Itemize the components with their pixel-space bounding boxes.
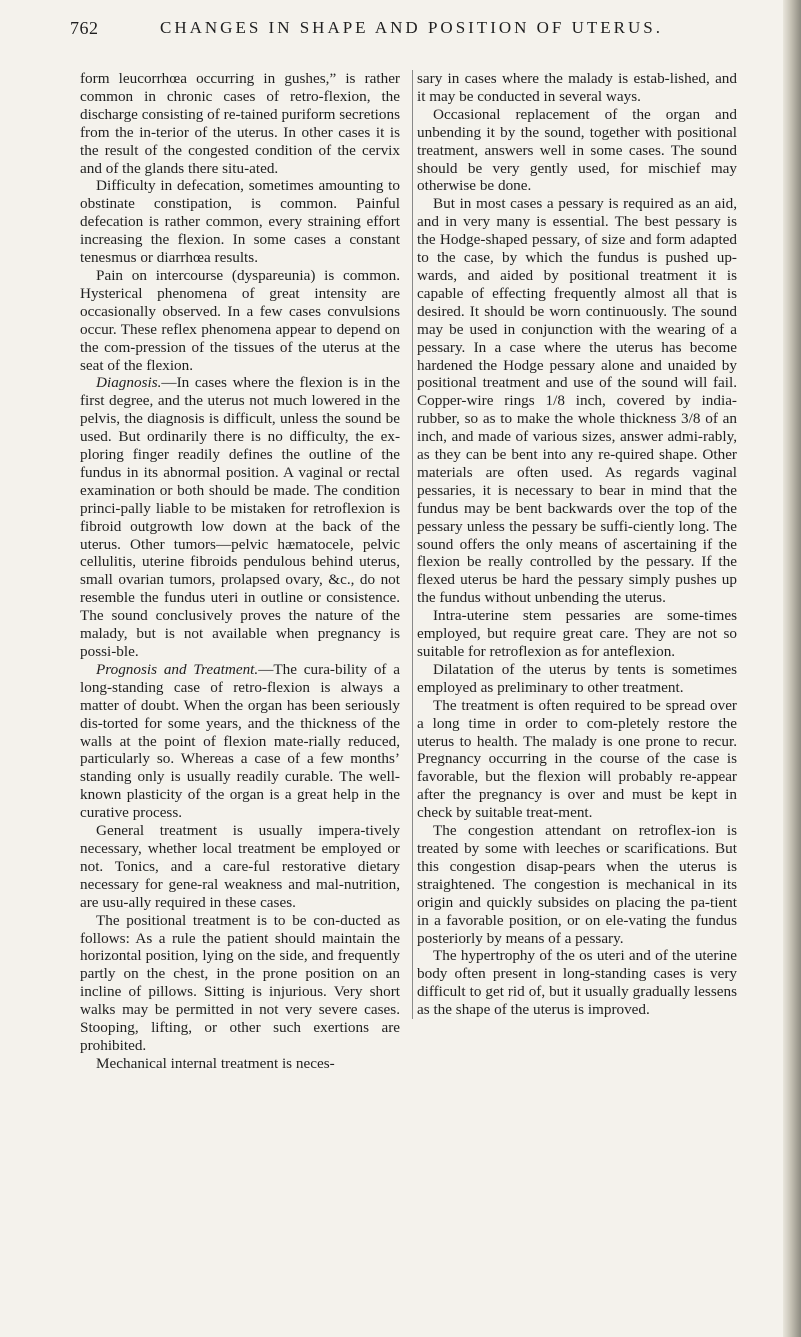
paragraph-diagnosis bbox=[80, 374, 400, 661]
paragraph: The positional treatment is to be con-ducted as follows: As a rule the patient should maintain the horizontal position, lying on the side, and frequently partly on the chest, in the prone position on an incline of pillows. Sitting is injurious. Very short walks may be permitted in not very severe cases. Stooping, lifting, or other such exertions are prohibited. bbox=[80, 911, 400, 1054]
paragraph: Mechanical internal treatment is neces- bbox=[96, 1054, 335, 1072]
paragraph: Occasional replacement of the organ and unbending it by the sound, together with positional treatment, answers well in some cases. The sound should be very gently used, for mischief may otherwise be done. bbox=[417, 105, 737, 195]
right-column bbox=[412, 70, 737, 1019]
paragraph: But in most cases a pessary is required as an aid, and in very many is essential. The best pessary is the Hodge-shaped pessary, of size and form adapted to the case, by which the fundus is pushed up-wards, and aided by positional treatment it is capable of effecting frequently almost all that is desired. It should be worn continuously. The sound may be used in conjunction with the wearing of a pessary. In a case where the uterus has become hardened the Hodge pessary alone and unaided by positional treatment and use of the sound will fail. Copper-wire rings 1/8 inch, covered by india-rubber, so as to make the whole thickness 3/8 of an inch, and made of various sizes, answer admi-rably, as they can be bent into any re-quired shape. Other materials are often used. As regards vaginal pessaries, it is necessary to bear in mind that the fundus may be bent backwards over the top of the pessary unless the pessary be suffi-ciently long. The sound offers the only means of ascertaining if the flexion be really controlled by the pessary. If the flexed uterus be hard the pessary simply pushes up the fundus without unbending the uterus. bbox=[417, 195, 737, 607]
paragraph: Pain on intercourse (dyspareunia) is common. Hysterical phenomena of great intensity are occasionally observed. In a few cases convulsions occur. These reflex phenomena appear to depend on the com-pression of the tissues of the uterus at the seat of the flexion. bbox=[80, 266, 400, 374]
paragraph: The treatment is often required to be spread over a long time in order to com-pletely restore the uterus to health. The malady is one prone to recur. Pregnancy occurring in the course of the case is favorable, but the flexion will probably re-appear after the pregnancy is over and must be kept in check by suitable treat-ment. bbox=[417, 696, 737, 822]
paragraph: General treatment is usually impera-tively necessary, whether local treatment be employed or not. Tonics, and a care-ful restorative dietary necessary for gene-ral weakness and mal-nutrition, are usu-ally required in these cases. bbox=[80, 822, 400, 911]
section-heading-prognosis: Prognosis and Treatment. bbox=[96, 660, 259, 678]
paragraph: The hypertrophy of the os uteri and of the uterine body often present in long-standing cases is very difficult to get rid of, but it usually gradually lessens as the shape of the uterus is improved. bbox=[417, 947, 737, 1019]
paragraph: form leucorrhœa occurring in gushes,” is rather common in chronic cases of retro-flexion, the discharge consisting of re-tained puriform secretions from the in-terior of the uterus. In other cases it is the result of the congested condition of the cervix and of the glands there situ-ated. bbox=[80, 70, 400, 177]
paragraph: sary in cases where the malady is estab-lished, and it may be conducted in several ways. bbox=[417, 70, 737, 105]
paragraph-text: —The cura-bility of a long-standing case of retro-flexion is always a matter of doubt. When the organ has been seriously dis-torted for some years, and the thickness of the walls at the point of flexion mate-rially reduced, particularly so. Whereas a case of a few months’ standing only is usually readily curable. The well-known plasticity of the organ is a great help in the curative process. bbox=[80, 660, 401, 822]
paragraph: Dilatation of the uterus by tents is sometimes employed as preliminary to other treatment. bbox=[417, 660, 737, 696]
paragraph: Intra-uterine stem pessaries are some-times employed, but require great care. They are not so suitable for retroflexion as for anteflexion. bbox=[417, 607, 737, 660]
running-title: CHANGES IN SHAPE AND POSITION OF UTERUS. bbox=[160, 18, 664, 37]
left-column bbox=[80, 70, 400, 1073]
paragraph: Difficulty in defecation, sometimes amounting to obstinate constipation, is common. Painful defecation is rather common, every straining effort increasing the flexion. In some cases a constant tenesmus or diarrhœa results. bbox=[80, 177, 400, 267]
paragraph-text: —In cases where the flexion is in the first degree, and the uterus not much lowered in the pelvis, the diagnosis is difficult, unless the sound be used. But ordinarily there is no difficulty, the ex-ploring finger readily defines the outline of the fundus in its abnormal position. A vaginal or rectal examination or both should be made. The condition princi-pally liable to be mistaken for retroflexion is fibroid outgrowth low down at the back of the uterus. Other tumors—pelvic hæmatocele, pelvic cellulitis, uterine fibroids pendulous behind uterus, small ovarian tumors, prolapsed ovary, &c., do not resemble the fundus uteri in outline or consistence. The sound conclusively proves the nature of the malady, but is not available when pregnancy is possi-ble. bbox=[80, 374, 400, 660]
paragraph-prognosis bbox=[80, 661, 400, 822]
section-heading-diagnosis: Diagnosis. bbox=[96, 374, 162, 392]
paragraph: The congestion attendant on retroflex-ion is treated by some with leeches or scarifications. But this congestion disap-pears when the uterus is straightened. The congestion is mechanical in its origin and quickly subsides on placing the pa-tient in a favorable position, or on ele-vating the fundus posteriorly by means of a pessary. bbox=[417, 822, 737, 947]
page-edge-shadow bbox=[783, 0, 801, 1337]
page-number: 762 bbox=[70, 18, 99, 38]
